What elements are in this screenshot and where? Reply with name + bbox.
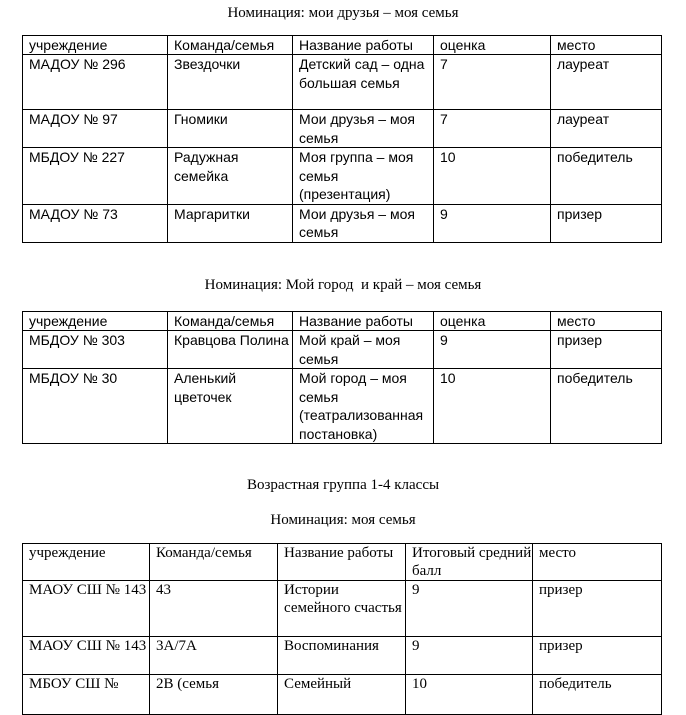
table-row: [23, 581, 662, 637]
table-header-row: [23, 544, 662, 581]
section-1-heading: Номинация: мои друзья – моя семья: [227, 5, 459, 21]
table-cell: победитель: [551, 369, 662, 444]
table-header-row: [23, 36, 662, 55]
table-row: [23, 675, 662, 715]
table-cell: Семейный: [278, 675, 406, 715]
table-cell: Аленький цветочек: [168, 369, 293, 444]
table-cell: 7: [434, 110, 551, 148]
table-cell: 10: [406, 675, 533, 715]
column-header: учреждение: [23, 544, 150, 581]
table-cell: Мои друзья – моя семья: [293, 110, 434, 148]
table-cell: 9: [406, 637, 533, 675]
table-cell: МАДОУ № 296: [23, 55, 168, 110]
table-row: [23, 637, 662, 675]
column-header: Команда/семья: [168, 312, 293, 331]
table-cell: МАДОУ № 73: [23, 204, 168, 242]
section-2-heading: Номинация: Мой город и край – моя семья: [204, 277, 482, 293]
column-header: место: [551, 36, 662, 55]
table-cell: МБДОУ № 303: [23, 331, 168, 369]
column-header: Название работы: [293, 36, 434, 55]
table-cell: МБДОУ № 30: [23, 369, 168, 444]
results-table-1: [22, 35, 662, 243]
column-header: Название работы: [278, 544, 406, 581]
table-cell: победитель: [551, 148, 662, 205]
table-cell: МАОУ СШ № 143: [23, 637, 150, 675]
column-header: Название работы: [293, 312, 434, 331]
table-cell: призер: [533, 637, 662, 675]
column-header: Команда/семья: [168, 36, 293, 55]
table-cell: МБДОУ № 227: [23, 148, 168, 205]
results-table-3: [22, 543, 662, 715]
table-cell: Маргаритки: [168, 204, 293, 242]
table-cell: призер: [551, 204, 662, 242]
table-cell: 10: [434, 148, 551, 205]
column-header: оценка: [434, 36, 551, 55]
section-3-heading: Номинация: моя семья: [270, 512, 416, 528]
table-cell: 3А/7А: [150, 637, 278, 675]
table-cell: 2В (семья: [150, 675, 278, 715]
table-cell: Воспоминания: [278, 637, 406, 675]
column-header: учреждение: [23, 312, 168, 331]
table-cell: Мой город – моя семья (театрализованная постановка): [293, 369, 434, 444]
table-cell: 43: [150, 581, 278, 637]
table-cell: Мои друзья – моя семья: [293, 204, 434, 242]
table-cell: победитель: [533, 675, 662, 715]
table-cell: 9: [434, 331, 551, 369]
table-cell: МБОУ СШ №: [23, 675, 150, 715]
table-cell: Моя группа – моя семья (презентация): [293, 148, 434, 205]
table-cell: 7: [434, 55, 551, 110]
table-row: [23, 148, 662, 205]
table-cell: 10: [434, 369, 551, 444]
table-cell: МАДОУ № 97: [23, 110, 168, 148]
column-header: место: [551, 312, 662, 331]
table-cell: 9: [434, 204, 551, 242]
table-row: [23, 331, 662, 369]
column-header: Итоговый средний балл: [406, 544, 533, 581]
column-header: учреждение: [23, 36, 168, 55]
table-header-row: [23, 312, 662, 331]
column-header: Команда/семья: [150, 544, 278, 581]
table-cell: Мой край – моя семья: [293, 331, 434, 369]
table-cell: Звездочки: [168, 55, 293, 110]
table-row: [23, 55, 662, 110]
results-table-2: [22, 311, 662, 444]
table-cell: Кравцова Полина: [168, 331, 293, 369]
table-cell: Детский сад – одна большая семья: [293, 55, 434, 110]
table-cell: МАОУ СШ № 143: [23, 581, 150, 637]
table-cell: Гномики: [168, 110, 293, 148]
age-group-heading: Возрастная группа 1-4 классы: [246, 477, 440, 493]
table-row: [23, 110, 662, 148]
table-cell: лауреат: [551, 55, 662, 110]
table-cell: призер: [533, 581, 662, 637]
table-cell: 9: [406, 581, 533, 637]
table-cell: призер: [551, 331, 662, 369]
column-header: место: [533, 544, 662, 581]
table-row: [23, 204, 662, 242]
table-cell: Истории семейного счастья: [278, 581, 406, 637]
column-header: оценка: [434, 312, 551, 331]
table-cell: Радужная семейка: [168, 148, 293, 205]
table-row: [23, 369, 662, 444]
table-cell: лауреат: [551, 110, 662, 148]
